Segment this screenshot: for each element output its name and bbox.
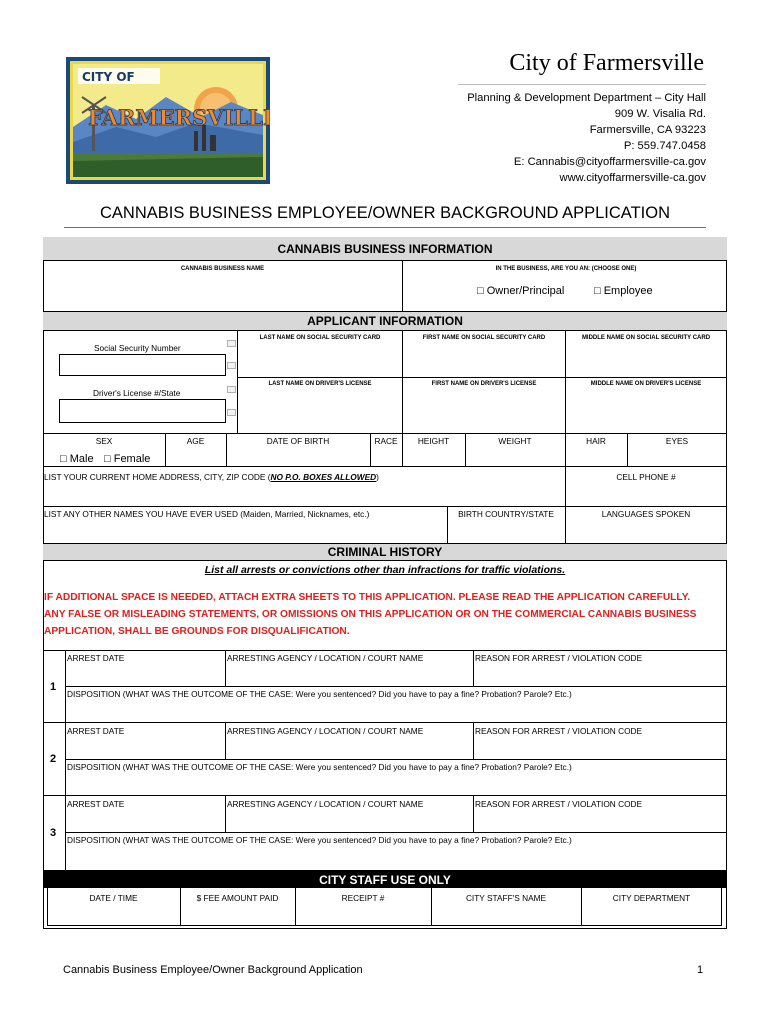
arrest-1-bottom-rule — [43, 722, 727, 723]
arrest-3-number: 3 — [50, 827, 57, 839]
arrest-2-agency-label: ARRESTING AGENCY / LOCATION / COURT NAME — [227, 726, 424, 736]
arrest-3-divider-a — [225, 795, 226, 832]
contact-block — [467, 90, 706, 186]
arrest-2-bottom-rule — [43, 795, 727, 796]
cell-phone-label: CELL PHONE # — [616, 472, 676, 482]
middle-name-dl-label: MIDDLE NAME ON DRIVER'S LICENSE — [590, 381, 702, 387]
business-divider — [402, 261, 403, 311]
arrest-1-number: 1 — [50, 681, 57, 693]
ssn-input[interactable] — [59, 354, 226, 376]
owner-checkbox[interactable]: □ — [477, 285, 484, 297]
contact-street: 909 W. Visalia Rd. — [614, 108, 706, 120]
employee-checkbox[interactable]: □ — [594, 285, 601, 297]
arrest-3-disposition-label: DISPOSITION (WHAT WAS THE OUTCOME OF THE CASE: Were you sentenced? Did you have to pay a fine? Probation? Parole? Etc.) — [67, 835, 572, 845]
birth-country-label: BIRTH COUNTRY/STATE — [458, 509, 554, 519]
arrest-1-disposition-label: DISPOSITION (WHAT WAS THE OUTCOME OF THE CASE: Were you sentenced? Did you have to pay a fine? Probation? Parole? Etc.) — [67, 689, 572, 699]
last-name-dl-label: LAST NAME ON DRIVER'S LICENSE — [268, 381, 372, 387]
male-checkbox[interactable]: □ — [60, 453, 67, 465]
address-row-top — [43, 466, 727, 467]
warning-line-3: APPLICATION, SHALL BE GROUNDS FOR DISQUALIFICATION. — [44, 626, 350, 637]
last-name-ssn-label: LAST NAME ON SOCIAL SECURITY CARD — [259, 335, 381, 341]
male-label: Male — [69, 453, 94, 465]
arrest-1-reason-label: REASON FOR ARREST / VIOLATION CODE — [475, 653, 643, 663]
ssn-label: Social Security Number — [94, 343, 181, 353]
criminal-subtitle: List all arrests or convictions other than infractions for traffic violations. — [204, 564, 566, 576]
female-label: Female — [113, 453, 151, 465]
arrest-1-divider-b — [473, 650, 474, 686]
logo-city-of-text: CITY OF — [82, 70, 135, 84]
arrest-2-divider-b — [473, 722, 474, 759]
arrest-2-divider-a — [225, 722, 226, 759]
weight-label: WEIGHT — [498, 436, 532, 446]
arrest-1-mid-rule — [65, 686, 727, 687]
first-name-dl-label: FIRST NAME ON DRIVER'S LICENSE — [431, 381, 537, 387]
address-label-po-box: NO P.O. BOXES ALLOWED — [270, 472, 377, 482]
page-number: 1 — [697, 964, 704, 976]
arrow-icon — [227, 386, 236, 393]
warning-line-1: IF ADDITIONAL SPACE IS NEEDED, ATTACH EXTRA SHEETS TO THIS APPLICATION. PLEASE READ THE APPLICATION CAREFULLY. — [44, 592, 691, 603]
arrest-2-reason-label: REASON FOR ARREST / VIOLATION CODE — [475, 726, 643, 736]
other-names-row-top — [43, 506, 727, 507]
title-rule — [458, 84, 706, 85]
physical-row-top — [43, 433, 727, 434]
arrest-3-date-label: ARREST DATE — [67, 799, 125, 809]
arrest-2-number: 2 — [50, 753, 57, 765]
address-label-close: ) — [376, 472, 379, 482]
contact-dept: Planning & Development Department – City Hall — [467, 92, 706, 104]
first-name-ssn-label: FIRST NAME ON SOCIAL SECURITY CARD — [422, 335, 546, 341]
dl-label: Driver's License #/State — [93, 388, 181, 398]
languages-label: LANGUAGES SPOKEN — [601, 509, 691, 519]
arrow-icon — [227, 362, 236, 369]
staff-fee-label: $ FEE AMOUNT PAID — [196, 893, 279, 903]
contact-email[interactable]: E: Cannabis@cityoffarmersville-ca.gov — [513, 156, 706, 168]
eyes-label: EYES — [665, 436, 689, 446]
middle-name-ssn-label: MIDDLE NAME ON SOCIAL SECURITY CARD — [581, 335, 711, 341]
staff-name-label: CITY STAFF'S NAME — [465, 893, 547, 903]
form-title: CANNABIS BUSINESS EMPLOYEE/OWNER BACKGROUND APPLICATION — [100, 204, 670, 222]
business-name-input[interactable] — [44, 276, 401, 310]
city-title: City of Farmersville — [509, 50, 704, 76]
employee-option-label: Employee — [603, 285, 653, 297]
business-name-label: CANNABIS BUSINESS NAME — [180, 266, 265, 272]
hair-label: HAIR — [586, 436, 606, 446]
arrest-3-agency-label: ARRESTING AGENCY / LOCATION / COURT NAME — [227, 799, 424, 809]
arrest-2-mid-rule — [65, 759, 727, 760]
other-names-label: LIST ANY OTHER NAMES YOU HAVE EVER USED (Maiden, Married, Nicknames, etc.) — [44, 509, 370, 519]
contact-city: Farmersville, CA 93223 — [589, 124, 706, 136]
male-option[interactable] — [60, 453, 94, 465]
contact-website[interactable]: www.cityoffarmersville-ca.gov — [559, 172, 706, 184]
warning-text — [44, 589, 728, 640]
staff-receipt-label: RECEIPT # — [341, 893, 385, 903]
footer-title: Cannabis Business Employee/Owner Background Application — [63, 964, 363, 976]
address-label — [44, 472, 379, 482]
staff-department-label: CITY DEPARTMENT — [612, 893, 691, 903]
race-label: RACE — [374, 436, 398, 446]
warning-line-2: ANY FALSE OR MISLEADING STATEMENTS, OR OMISSIONS ON THIS APPLICATION OR ON THE COMMERCIAL CANNABIS BUSINESS — [44, 609, 697, 620]
arrest-table-top — [43, 650, 727, 651]
dl-input[interactable] — [59, 399, 226, 423]
arrest-2-disposition-label: DISPOSITION (WHAT WAS THE OUTCOME OF THE CASE: Were you sentenced? Did you have to pay a fine? Probation? Parole? Etc.) — [67, 762, 572, 772]
arrow-icon — [227, 409, 236, 416]
arrest-2-date-label: ARREST DATE — [67, 726, 125, 736]
business-role-label: IN THE BUSINESS, ARE YOU AN: (CHOOSE ONE) — [495, 266, 637, 272]
arrest-3-divider-b — [473, 795, 474, 832]
arrow-icon — [227, 340, 236, 347]
dob-label: DATE OF BIRTH — [266, 436, 330, 446]
employee-option[interactable] — [594, 285, 653, 297]
sex-label: SEX — [95, 436, 113, 446]
arrest-1-agency-label: ARRESTING AGENCY / LOCATION / COURT NAME — [227, 653, 424, 663]
business-section-title: CANNABIS BUSINESS INFORMATION — [277, 242, 493, 256]
age-label: AGE — [186, 436, 205, 446]
arrest-number-column — [65, 650, 66, 870]
arrest-1-date-label: ARREST DATE — [67, 653, 125, 663]
city-logo — [66, 57, 270, 184]
owner-option[interactable] — [477, 285, 564, 297]
arrest-3-reason-label: REASON FOR ARREST / VIOLATION CODE — [475, 799, 643, 809]
owner-option-label: Owner/Principal — [486, 285, 565, 297]
female-option[interactable] — [104, 453, 150, 465]
applicant-row-rule — [237, 377, 727, 378]
applicant-section-title: APPLICANT INFORMATION — [307, 314, 463, 328]
logo-name-text: FARMERSVILLE — [88, 105, 270, 130]
contact-phone: P: 559.747.0458 — [623, 140, 706, 152]
arrest-3-mid-rule — [65, 832, 727, 833]
form-title-rule — [64, 227, 706, 228]
criminal-section-title: CRIMINAL HISTORY — [327, 545, 443, 559]
arrest-1-divider-a — [225, 650, 226, 686]
address-label-text: LIST YOUR CURRENT HOME ADDRESS, CITY, ZIP CODE ( — [44, 472, 271, 482]
height-label: HEIGHT — [417, 436, 450, 446]
female-checkbox[interactable]: □ — [104, 453, 111, 465]
staff-section-title: CITY STAFF USE ONLY — [319, 873, 451, 887]
staff-date-time-label: DATE / TIME — [89, 893, 138, 903]
